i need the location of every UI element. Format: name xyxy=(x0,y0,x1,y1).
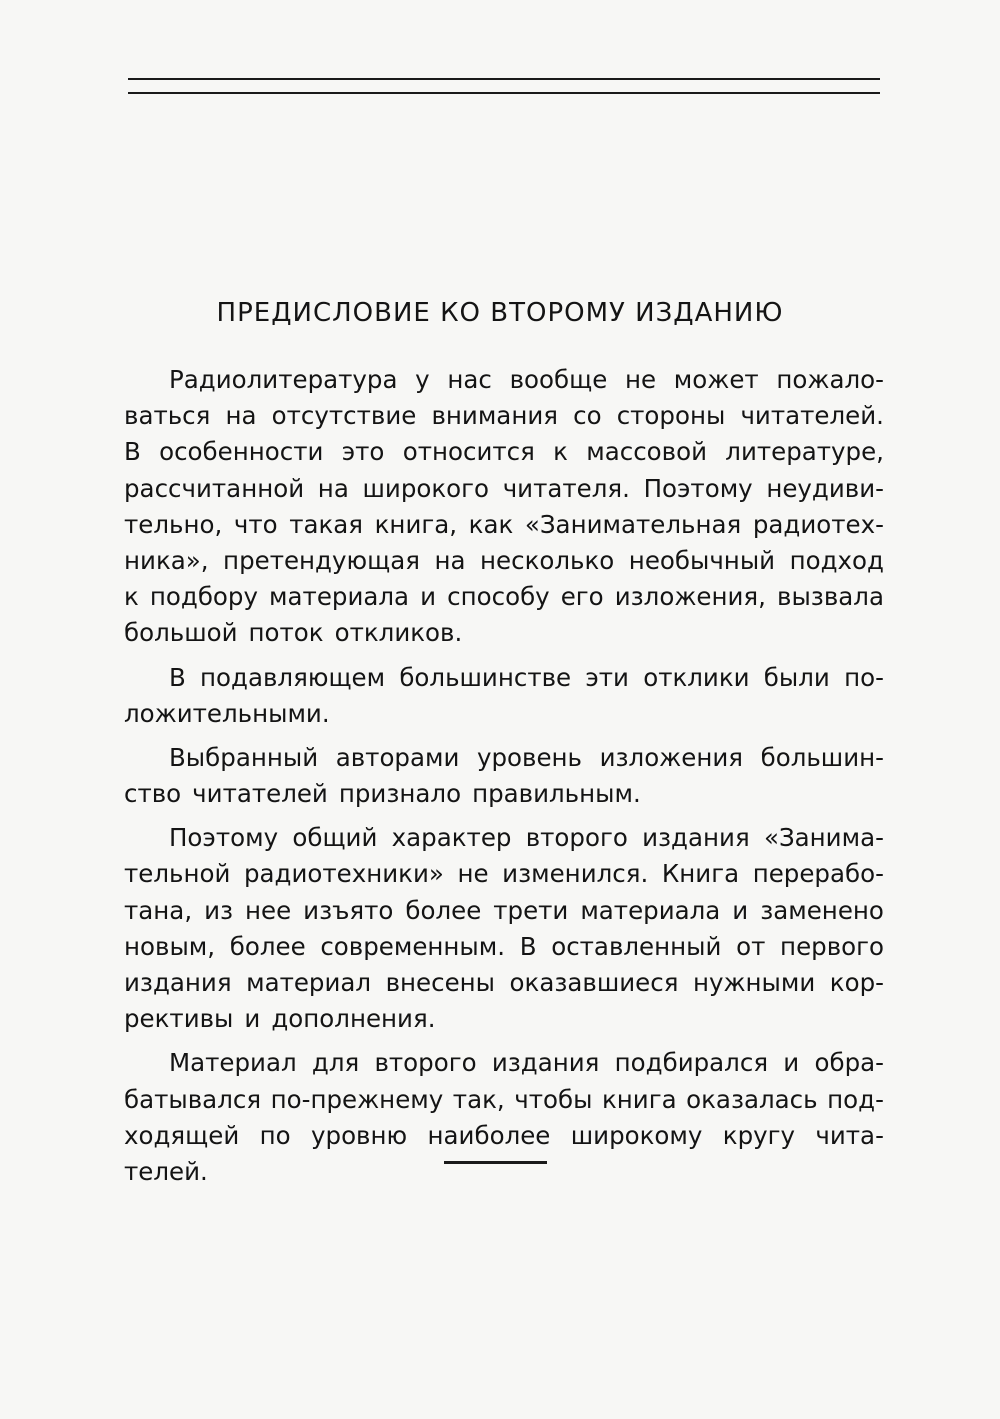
paragraph xyxy=(124,820,884,1037)
text-line: ство читателей признало правильным. xyxy=(124,779,641,809)
paragraph xyxy=(124,362,884,652)
preface-body xyxy=(124,362,884,1198)
page-title: ПРЕДИСЛОВИЕ КО ВТОРОМУ ИЗДАНИЮ xyxy=(216,298,784,328)
text-line: ваться на отсутствие внимания со стороны читателей. xyxy=(124,401,884,431)
text-line: телей. xyxy=(124,1156,208,1186)
paragraph xyxy=(124,740,884,812)
paragraph xyxy=(124,1045,884,1190)
text-line: батывался по-прежнему так, чтобы книга оказалась под- xyxy=(124,1084,884,1114)
text-line: Поэтому общий характер второго издания «Занима- xyxy=(169,823,884,853)
text-line: ложительными. xyxy=(124,698,330,728)
text-line: к подбору материала и способу его изложения, вызвала xyxy=(124,582,884,612)
header-rule-upper xyxy=(128,78,880,80)
header-rule-lower xyxy=(128,92,880,94)
paragraph xyxy=(124,660,884,732)
text-line: тельно, что такая книга, как «Занимательная радиотех- xyxy=(124,509,884,539)
end-rule xyxy=(444,1161,547,1164)
text-line: В подавляющем большинстве эти отклики были по- xyxy=(169,662,884,692)
text-line: Радиолитература у нас вообще не может пожало- xyxy=(169,365,884,394)
text-line: В особенности это относится к массовой литературе, xyxy=(124,437,884,467)
text-line: издания материал внесены оказавшиеся нужными кор- xyxy=(124,968,884,997)
text-line: Выбранный авторами уровень изложения большин- xyxy=(169,742,884,772)
text-line: тельной радиотехники» не изменился. Книга перерабо- xyxy=(124,859,884,889)
text-line: ника», претендующая на несколько необычный подход xyxy=(124,545,884,575)
text-line: тана, из нее изъято более трети материала и заменено xyxy=(124,895,884,925)
text-line: рассчитанной на широкого читателя. Поэтому неудиви- xyxy=(124,473,884,503)
text-line: рективы и дополнения. xyxy=(124,1004,436,1034)
text-line: большой поток откликов. xyxy=(124,618,463,648)
text-line: Материал для второго издания подбирался и обра- xyxy=(169,1048,884,1078)
text-line: новым, более современным. В оставленный от первого xyxy=(124,931,884,961)
text-line: ходящей по уровню наиболее широкому кругу чита- xyxy=(124,1120,884,1150)
